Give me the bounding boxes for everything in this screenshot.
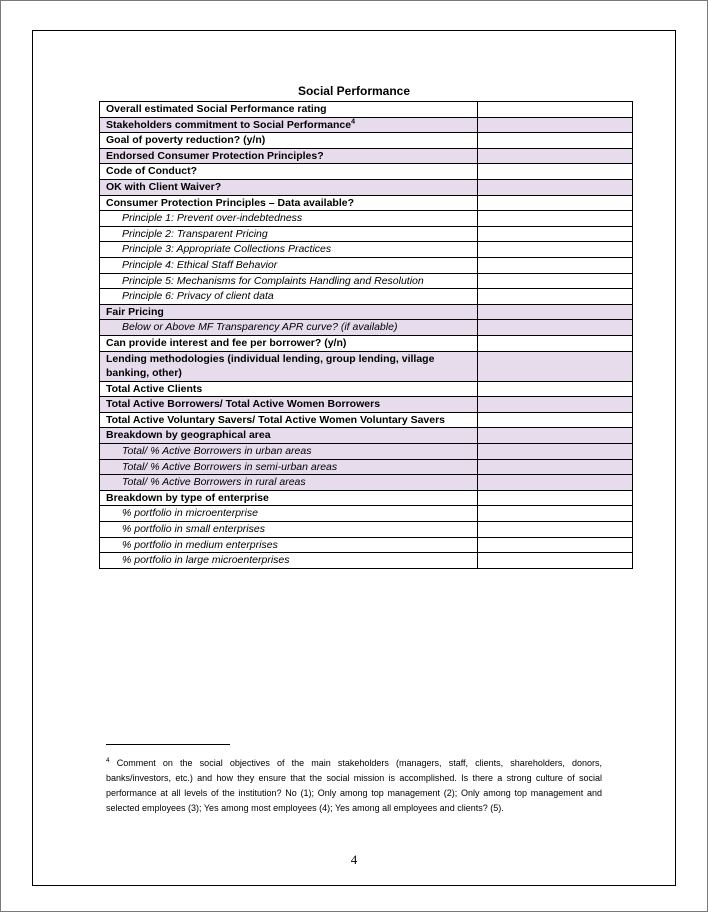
row-value-cell[interactable] [478, 335, 633, 351]
row-label [100, 148, 478, 164]
row-label-text: Principle 2: Transparent Pricing [122, 227, 268, 240]
row-label-text: Code of Conduct? [106, 165, 197, 178]
row-label [100, 226, 478, 242]
row-value-cell[interactable] [478, 195, 633, 211]
table-row [100, 428, 633, 444]
table-row [100, 102, 633, 118]
row-value-cell[interactable] [478, 351, 633, 381]
row-value-cell[interactable] [478, 320, 633, 336]
row-label-text: Lending methodologies (individual lending, group lending, village banking, other) [106, 352, 435, 380]
table-row [100, 459, 633, 475]
row-label [100, 320, 478, 336]
row-label-text: Total Active Voluntary Savers/ Total Active Women Voluntary Savers [106, 413, 446, 426]
row-label [100, 522, 478, 538]
table-row [100, 179, 633, 195]
row-label-text: % portfolio in small enterprises [122, 523, 265, 536]
row-value-cell[interactable] [478, 490, 633, 506]
row-label-text: % portfolio in large microenterprises [122, 554, 290, 567]
table-row [100, 242, 633, 258]
table-row [100, 117, 633, 133]
row-label [100, 273, 478, 289]
row-label [100, 537, 478, 553]
row-value-cell[interactable] [478, 179, 633, 195]
row-value-cell[interactable] [478, 475, 633, 491]
social-performance-table [99, 101, 633, 569]
table-row [100, 537, 633, 553]
footnote-text: Comment on the social objectives of the main stakeholders (managers, staff, clients, shareholders, donors, banks/investors, etc.) and how they ensure that the social mission is accomplished. Is there a strong culture of social performance at all levels of the institution? No (1); Only among top management (2); Only among top management and selected employees (3); Yes among most employees (4); Yes among all employees and clients? (5). [106, 758, 602, 813]
row-label-text: % portfolio in medium enterprises [122, 538, 278, 551]
table-row [100, 195, 633, 211]
row-value-cell[interactable] [478, 164, 633, 180]
row-label-text: Below or Above MF Transparency APR curve? (if available) [122, 321, 398, 334]
page-number: 4 [350, 852, 358, 867]
row-label [100, 351, 478, 381]
row-value-cell[interactable] [478, 537, 633, 553]
table-row [100, 553, 633, 569]
table-row [100, 397, 633, 413]
row-label [100, 289, 478, 305]
table-row [100, 211, 633, 227]
row-value-cell[interactable] [478, 102, 633, 118]
row-value-cell[interactable] [478, 289, 633, 305]
row-label [100, 257, 478, 273]
table-row [100, 273, 633, 289]
row-label [100, 133, 478, 149]
table-row [100, 412, 633, 428]
table-body [100, 102, 633, 569]
row-value-cell[interactable] [478, 211, 633, 227]
row-label-text: Consumer Protection Principles – Data available? [106, 196, 354, 209]
table-row [100, 335, 633, 351]
row-label-text: Total Active Borrowers/ Total Active Women Borrowers [106, 398, 381, 411]
footnote-separator [106, 744, 230, 745]
row-label [100, 412, 478, 428]
row-label [100, 490, 478, 506]
row-value-cell[interactable] [478, 444, 633, 460]
row-label-text: Endorsed Consumer Protection Principles? [106, 149, 324, 162]
row-label-text: Principle 4: Ethical Staff Behavior [122, 258, 278, 271]
row-label [100, 179, 478, 195]
row-label-text: Principle 5: Mechanisms for Complaints Handling and Resolution [122, 274, 424, 287]
row-label-text: Fair Pricing [106, 305, 164, 318]
table-row [100, 381, 633, 397]
footnote-reference[interactable]: 4 [351, 118, 355, 126]
row-label-text: Breakdown by type of enterprise [106, 491, 269, 504]
row-value-cell[interactable] [478, 133, 633, 149]
row-value-cell[interactable] [478, 553, 633, 569]
table-row [100, 133, 633, 149]
row-label [100, 459, 478, 475]
row-label-text: Breakdown by geographical area [106, 429, 271, 442]
row-label-text: Total/ % Active Borrowers in urban areas [122, 445, 312, 458]
row-label [100, 475, 478, 491]
table-row [100, 257, 633, 273]
row-value-cell[interactable] [478, 412, 633, 428]
footnote-number: 4 [106, 757, 110, 764]
table-row [100, 506, 633, 522]
row-value-cell[interactable] [478, 522, 633, 538]
row-label-text: Principle 6: Privacy of client data [122, 290, 274, 303]
table-row [100, 148, 633, 164]
row-label-text: Total/ % Active Borrowers in semi-urban areas [122, 460, 338, 473]
row-value-cell[interactable] [478, 226, 633, 242]
row-label-text: Total Active Clients [106, 382, 203, 395]
row-value-cell[interactable] [478, 428, 633, 444]
row-label [100, 381, 478, 397]
row-label-text: Principle 1: Prevent over-indebtedness [122, 212, 303, 225]
row-value-cell[interactable] [478, 117, 633, 133]
table-row [100, 475, 633, 491]
table-row [100, 522, 633, 538]
row-value-cell[interactable] [478, 397, 633, 413]
row-label [100, 117, 478, 133]
row-label [100, 102, 478, 118]
table-row [100, 490, 633, 506]
table-row [100, 289, 633, 305]
row-label [100, 428, 478, 444]
row-value-cell[interactable] [478, 381, 633, 397]
row-value-cell[interactable] [478, 242, 633, 258]
table-row [100, 304, 633, 320]
table-row [100, 320, 633, 336]
row-value-cell[interactable] [478, 257, 633, 273]
row-label [100, 242, 478, 258]
row-label-text: % portfolio in microenterprise [122, 507, 258, 520]
row-label-text: Principle 3: Appropriate Collections Practices [122, 243, 332, 256]
footnote [106, 756, 602, 816]
row-label-text: Overall estimated Social Performance rating [106, 103, 327, 115]
row-label [100, 211, 478, 227]
row-label [100, 335, 478, 351]
row-label [100, 304, 478, 320]
row-label-text: Total/ % Active Borrowers in rural areas [122, 476, 306, 489]
table-row [100, 351, 633, 381]
row-label-text: Can provide interest and fee per borrower? (y/n) [106, 336, 347, 349]
row-value-cell[interactable] [478, 506, 633, 522]
row-label [100, 195, 478, 211]
row-label [100, 506, 478, 522]
row-label [100, 397, 478, 413]
row-value-cell[interactable] [478, 304, 633, 320]
row-value-cell[interactable] [478, 148, 633, 164]
row-label [100, 164, 478, 180]
row-label-text: Stakeholders commitment to Social Performance [106, 118, 352, 131]
row-label [100, 444, 478, 460]
table-row [100, 164, 633, 180]
table-row [100, 226, 633, 242]
row-value-cell[interactable] [478, 273, 633, 289]
table-row [100, 444, 633, 460]
row-value-cell[interactable] [478, 459, 633, 475]
section-title: Social Performance [297, 84, 411, 98]
row-label-text: Goal of poverty reduction? (y/n) [106, 134, 266, 147]
row-label-text: OK with Client Waiver? [106, 180, 222, 193]
row-label [100, 553, 478, 569]
